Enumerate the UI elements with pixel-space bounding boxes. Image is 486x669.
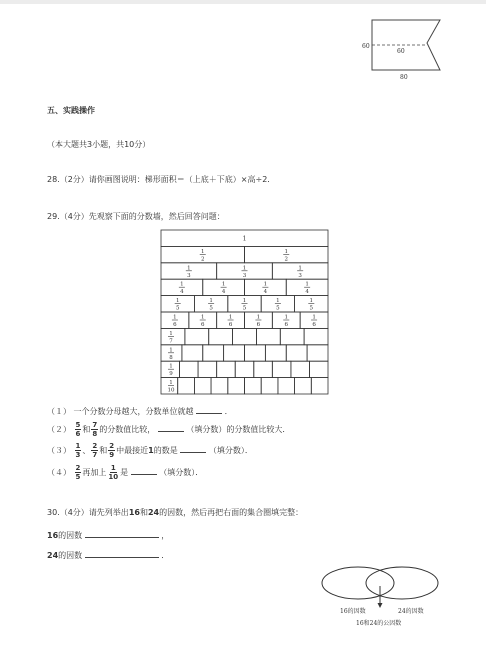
venn-left-circle	[322, 567, 394, 599]
answer-blank[interactable]	[196, 405, 222, 414]
answer-blank[interactable]	[158, 423, 184, 432]
wall-cell	[209, 328, 233, 344]
wall-label-numerator: 1	[284, 314, 288, 321]
wall-label-denominator: 6	[284, 322, 288, 328]
trap-label-bottom: 80	[400, 74, 408, 81]
wall-cell	[203, 345, 224, 361]
wall-cell	[280, 328, 304, 344]
fraction-1-10: $\frac{1}{10}$	[108, 464, 119, 481]
wall-cell	[291, 361, 310, 377]
wall-cell	[178, 378, 195, 394]
q29-sub2-text: 的分数值比较，	[99, 425, 156, 434]
wall-cell	[211, 378, 228, 394]
wall-label-denominator: 4	[221, 289, 226, 296]
q29-sub3: （３） $\frac{1}{3}$ 、 $\frac{2}{7}$ 和 $\frac{2}{9}$ 中最接近1的数是 （填分数）．	[47, 442, 253, 459]
wall-label-denominator: 5	[242, 305, 247, 312]
q29-sub3-tail: （填分数）．	[208, 446, 253, 455]
wall-label-denominator: 9	[169, 371, 173, 378]
wall-label-numerator: 1	[284, 248, 288, 255]
wall-row-label	[168, 331, 174, 345]
wall-label-denominator: 6	[228, 322, 233, 328]
trap-label-height: 60	[362, 43, 370, 50]
q29-sub1-index: （１）	[47, 407, 71, 416]
wall-label-numerator: 1	[263, 281, 268, 288]
wall-row-label	[175, 298, 315, 312]
wall-cell	[311, 378, 328, 394]
wall-cell	[256, 328, 280, 344]
wall-cell	[228, 378, 245, 394]
wall-label-denominator: 5	[309, 305, 314, 312]
wall-cell	[254, 361, 273, 377]
wall-cell	[182, 345, 203, 361]
q29-sub2	[47, 421, 290, 438]
wall-label-denominator: 5	[175, 305, 180, 312]
q30-line-16: 16的因数 ，	[47, 531, 170, 540]
answer-blank[interactable]	[180, 444, 206, 453]
wall-label-denominator: 2	[284, 256, 288, 263]
wall-row-label	[168, 364, 174, 378]
wall-label-denominator: 2	[201, 256, 205, 263]
wall-cell	[261, 378, 278, 394]
wall-label-numerator: 1	[312, 314, 316, 321]
wall-label-numerator: 1	[169, 380, 173, 387]
wall-label-numerator: 1	[242, 265, 247, 272]
wall-cell	[272, 361, 291, 377]
q29-sub2-tail: （填分数）的分数值比较大．	[186, 425, 291, 434]
q29-sub4-tail: （填分数）．	[159, 468, 204, 477]
q29-sub1	[47, 405, 233, 417]
wall-label-numerator: 1	[180, 281, 184, 288]
wall-label-denominator: 6	[173, 322, 177, 328]
q29-sub4-text: 再加上	[82, 468, 107, 477]
wall-label-denominator: 4	[180, 289, 184, 296]
wall-label-numerator: 1	[169, 330, 173, 337]
q29-sub3-text: 中最接近	[116, 446, 149, 455]
venn-left-label: 16的因数	[340, 608, 366, 615]
wall-label-denominator: 3	[187, 272, 191, 279]
wall-cell	[194, 378, 211, 394]
wall-label-denominator: 5	[276, 305, 280, 312]
wall-label-denominator: 4	[305, 289, 309, 296]
wall-label-numerator: 1	[298, 265, 302, 272]
wall-label-numerator: 1	[221, 281, 226, 288]
fraction-2-7: $\frac{2}{7}$	[92, 442, 98, 459]
fraction-7-8: $\frac{7}{8}$	[92, 421, 98, 438]
wall-label-denominator: 5	[209, 305, 213, 312]
trapezoid-figure	[360, 16, 460, 82]
wall-cell	[198, 361, 217, 377]
wall-cell	[245, 378, 262, 394]
wall-label-denominator: 6	[312, 322, 316, 328]
wall-label-numerator: 1	[169, 347, 173, 354]
wall-label-numerator: 1	[276, 298, 280, 305]
wall-row-label	[243, 236, 247, 243]
wall-label-numerator: 1	[256, 314, 261, 321]
wall-cell	[278, 378, 295, 394]
wall-label-denominator: 3	[242, 272, 247, 279]
wall-label-numerator: 1	[309, 298, 314, 305]
wall-label-denominator: 10	[167, 387, 175, 394]
fraction-wall	[160, 229, 330, 399]
q29-sub1-text: 一个分数分母越大，分数单位就越	[73, 407, 194, 416]
fraction-5-6: $\frac{5}{6}$	[75, 421, 81, 438]
question-29: 29.（4分）先观察下面的分数墙，然后回答问题：	[47, 212, 225, 221]
q29-sub4: （４） $\frac{2}{5}$ 再加上 $\frac{1}{10}$ 是 （填分数）．	[47, 464, 204, 481]
wall-label-numerator: 1	[201, 314, 205, 321]
q30-line-24: 24的因数 ．	[47, 551, 170, 560]
answer-blank[interactable]	[131, 466, 157, 475]
wall-cell	[309, 361, 328, 377]
venn-common-label: 16和24的公因数	[356, 620, 402, 627]
wall-cell	[235, 361, 254, 377]
wall-label-numerator: 1	[228, 314, 233, 321]
wall-label-numerator: 1	[173, 314, 177, 321]
wall-cell	[233, 328, 257, 344]
wall-cell	[304, 328, 328, 344]
wall-label-denominator: 8	[169, 354, 173, 361]
wall-cell	[245, 345, 266, 361]
section-note: （本大题共3小题，共10分）	[47, 140, 151, 149]
wall-label-numerator: 1	[187, 265, 191, 272]
q29-sub2-index: （２）	[47, 425, 71, 434]
answer-blank[interactable]	[85, 529, 159, 538]
fraction-1-3: $\frac{1}{3}$	[75, 442, 81, 459]
trap-label-mid: 60	[397, 48, 405, 55]
wall-label-denominator: 7	[169, 338, 173, 345]
wall-label-numerator: 1	[209, 298, 213, 305]
q29-sub3-index: （３）	[47, 446, 71, 455]
wall-label-whole: 1	[242, 235, 247, 243]
wall-cell	[180, 361, 199, 377]
wall-row-label	[168, 347, 174, 361]
fraction-2-9: $\frac{2}{9}$	[109, 442, 115, 459]
wall-label-numerator: 1	[242, 298, 247, 305]
question-30: 30.（4分）请先列举出16和24的因数，然后再把右面的集合圈填完整：	[47, 508, 304, 517]
wall-cell	[307, 345, 328, 361]
wall-cell	[265, 345, 286, 361]
wall-row-label	[168, 380, 175, 394]
venn-diagram	[318, 562, 446, 632]
wall-label-numerator: 1	[201, 248, 205, 255]
top-scroll-bar	[0, 0, 486, 4]
fraction-2-5: $\frac{2}{5}$	[75, 464, 81, 481]
answer-blank[interactable]	[85, 549, 159, 558]
venn-right-label: 24的因数	[398, 608, 424, 615]
q29-sub4-index: （４）	[47, 468, 71, 477]
wall-label-numerator: 1	[305, 281, 309, 288]
wall-label-denominator: 4	[263, 289, 268, 296]
section-title: 五、实践操作	[47, 106, 95, 115]
wall-label-denominator: 6	[256, 322, 261, 328]
wall-label-numerator: 1	[169, 363, 173, 370]
venn-right-circle	[366, 567, 438, 599]
wall-cell	[295, 378, 312, 394]
wall-label-numerator: 1	[175, 298, 180, 305]
question-28: 28.（2分）请你画图说明：梯形面积＝（上底＋下底）×高÷2．	[47, 175, 276, 184]
wall-cell	[185, 328, 209, 344]
wall-row-label	[186, 265, 303, 279]
wall-cell	[224, 345, 245, 361]
wall-cell	[286, 345, 307, 361]
wall-label-denominator: 6	[201, 322, 205, 328]
q29-sub2-mid: 和	[82, 425, 91, 434]
q29-sub1-tail: ．	[224, 407, 233, 416]
wall-label-denominator: 3	[298, 272, 302, 279]
wall-cell	[217, 361, 236, 377]
